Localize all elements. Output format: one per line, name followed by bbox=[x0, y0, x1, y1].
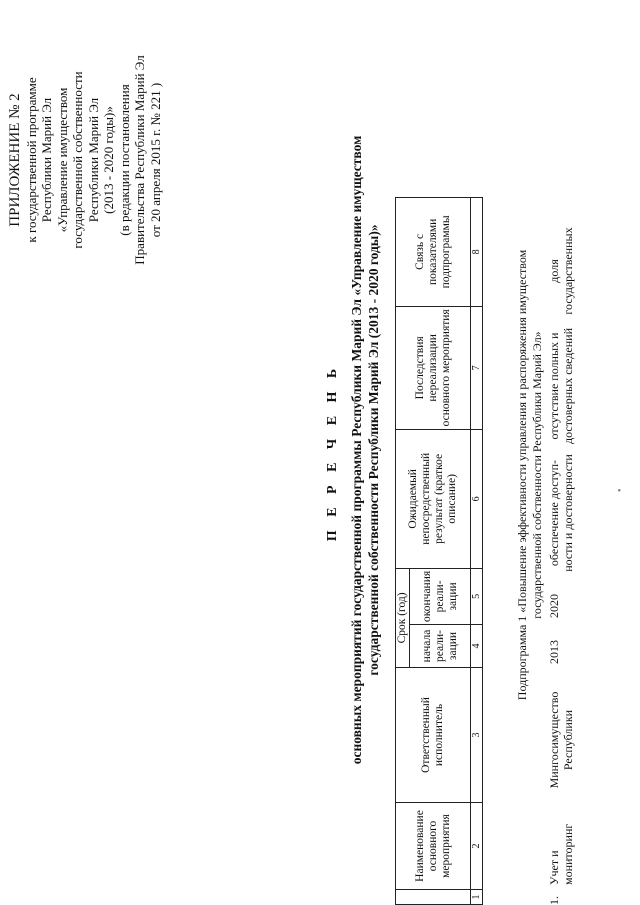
document-subtitle: основных мероприятий государственной программы Республики Марий Эл «Управление имуществом государственной собственности Республики Марий Эл (2013 - 2020 годы)» bbox=[349, 135, 381, 765]
table-header-cell: Срок (год) bbox=[396, 568, 410, 667]
appendix-header bbox=[8, 5, 163, 315]
appendix-line: Республики Марий Эл bbox=[85, 97, 101, 223]
table-header-cell: Наименование основного мероприятия bbox=[396, 803, 471, 890]
appendix-number: ПРИЛОЖЕНИЕ № 2 bbox=[7, 93, 23, 227]
table-row bbox=[471, 197, 483, 904]
table-cell: 8 bbox=[471, 197, 483, 306]
appendix-line: Правительства Республики Марий Эл bbox=[132, 55, 147, 265]
table-cell: 2 bbox=[471, 803, 483, 890]
appendix-line: к государственной программе bbox=[23, 77, 39, 243]
table-cell: 1 bbox=[471, 890, 483, 905]
table-cell: 4 bbox=[471, 625, 483, 668]
row-consequences: отсутствие полных и достоверных сведений bbox=[547, 328, 575, 445]
document-title: П Е Р Е Ч Е Н Ь bbox=[325, 363, 340, 542]
measures-table bbox=[395, 197, 483, 905]
row-measure-name: Учет и мониторинг bbox=[547, 823, 575, 885]
subprogram-heading: Подпрограмма 1 «Повышение эффективности управления и распоряжения имуществом государственной собственности Республики Марий Эл» bbox=[515, 249, 544, 701]
table-header-cell: Последствия нереализации основного мероприятия bbox=[396, 306, 471, 429]
row-end-year: 2020 bbox=[547, 594, 561, 618]
appendix-line: (2013 - 2020 годы)» bbox=[101, 106, 116, 214]
table-cell: 5 bbox=[471, 568, 483, 624]
row-result: обеспечение доступ- ности и достоверности bbox=[547, 454, 575, 572]
appendix-line: государственной собственности bbox=[70, 71, 85, 249]
table-header-cell: Ожидаемый непосредственный результат (краткое описание) bbox=[396, 429, 471, 568]
row-link: доля государственных bbox=[547, 227, 575, 315]
appendix-line: (в редакции постановления bbox=[116, 84, 132, 236]
table-header-row bbox=[396, 197, 410, 904]
table-cell: 3 bbox=[471, 668, 483, 803]
table-header-cell bbox=[396, 890, 471, 905]
appendix-date: от 20 апреля 2015 г. № 221 ) bbox=[147, 82, 163, 238]
page-mark: • bbox=[615, 488, 626, 492]
row-executor: Мингосимущество Республики bbox=[547, 691, 575, 789]
row-start-year: 2013 bbox=[547, 640, 561, 664]
table-header-cell: начала реали-зации bbox=[410, 625, 471, 668]
table-cell: 6 bbox=[471, 429, 483, 568]
row-number: 1. bbox=[547, 896, 561, 905]
appendix-line: Республики Марий Эл bbox=[39, 97, 54, 223]
table-cell: 7 bbox=[471, 306, 483, 429]
table-header-cell: Связь с показателями подпрограммы bbox=[396, 197, 471, 306]
table-header-cell: Ответственный исполнитель bbox=[396, 668, 471, 803]
appendix-line: «Управление имуществом bbox=[54, 87, 70, 233]
table-header-cell: окончания реали-зации bbox=[410, 568, 471, 624]
